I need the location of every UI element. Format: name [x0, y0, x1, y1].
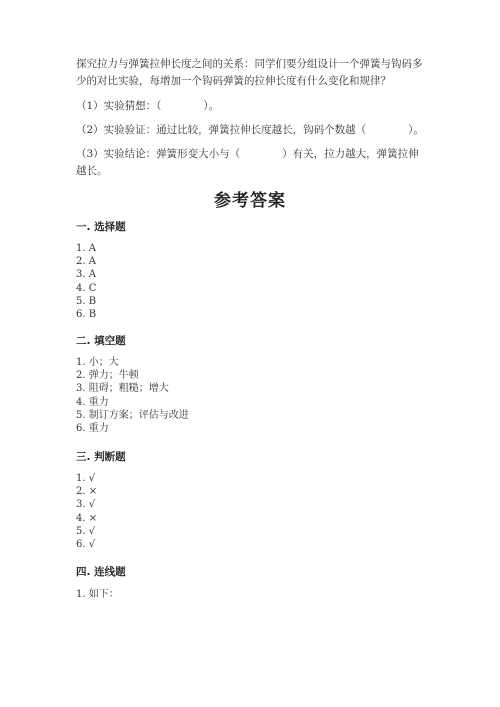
answer-key-title: 参考答案 [214, 191, 286, 211]
question-intro: 探究拉力与弹簧拉伸长度之间的关系：同学们要分组设计一个弹簧与钩码多少的对比实验，每增加一个钩码弹簧的拉伸长度有什么变化和规律？ [76, 58, 423, 87]
answer-item: 1. 如下： [76, 589, 119, 600]
answer-list-true-false [76, 472, 97, 551]
answer-item: 3. A [76, 269, 96, 281]
answer-item: 4. × [76, 512, 98, 524]
answer-item: 2. × [76, 486, 98, 498]
section-heading-choice: 一. 选择题 [76, 221, 126, 233]
answer-item: 3. √ [76, 499, 96, 511]
answer-item: 6. √ [76, 539, 96, 551]
answer-item: 5. √ [76, 525, 96, 537]
answer-item: 5. 制订方案；评估与改进 [76, 409, 189, 421]
section-heading-fill-blank: 二. 填空题 [76, 335, 126, 347]
question-part-3: （3）实验结论：弹簧形变大小与（ ）有关，拉力越大，弹簧拉伸越长。 [76, 148, 419, 177]
answer-item: 1. A [76, 243, 96, 254]
answer-item: 1. 小；大 [76, 357, 119, 368]
answer-item: 4. C [76, 282, 97, 294]
answer-item: 6. B [76, 309, 97, 321]
question-part-1: （1）实验猜想：（ ）。 [76, 100, 220, 112]
answer-item: 4. 重力 [76, 396, 109, 408]
question-part-2: （2）实验验证：通过比较，弹簧拉伸长度越长，钩码个数越（ ）。 [76, 124, 424, 136]
section-heading-true-false: 三. 判断题 [76, 451, 126, 463]
answer-item: 2. A [76, 256, 96, 268]
answer-item: 3. 阻碍；粗糙；增大 [76, 383, 169, 395]
answer-item: 6. 重力 [76, 423, 109, 435]
answer-item: 5. B [76, 295, 97, 307]
section-heading-matching: 四. 连线题 [76, 566, 126, 578]
answer-item: 1. √ [76, 473, 96, 484]
answer-list-choice [76, 242, 96, 321]
answer-item: 2. 弹力；牛顿 [76, 370, 139, 382]
answer-list-matching [76, 588, 119, 601]
answer-list-fill-blank [76, 356, 189, 435]
